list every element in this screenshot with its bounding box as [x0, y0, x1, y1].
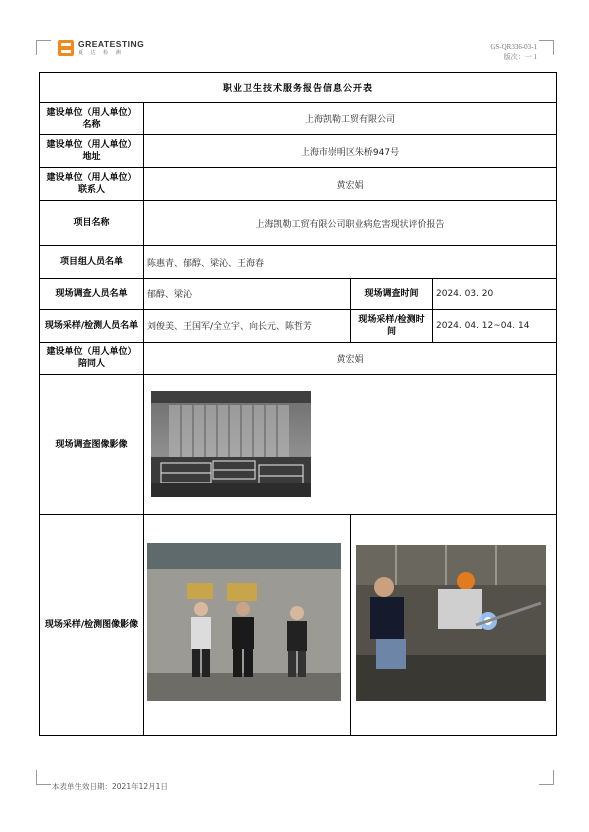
row-unit-contact — [40, 168, 557, 200]
crop-mark-bottom-left — [36, 770, 51, 785]
row-sampling — [40, 310, 557, 342]
label-project-name: 项目名称 — [40, 200, 144, 246]
value-survey-time: 2024. 03. 20 — [433, 278, 557, 309]
sampling-image-cell-2 — [351, 514, 557, 735]
logo-text: GREATESTING — [78, 39, 145, 50]
sampling-photo-team — [147, 543, 341, 701]
document-code: GS-QR336-03-1 — [490, 43, 537, 51]
label-sampling-time: 现场采样/检测时间 — [351, 310, 433, 342]
label-escort: 建设单位（用人单位）陪同人 — [40, 342, 144, 374]
label-survey-time: 现场调查时间 — [351, 278, 433, 309]
label-unit-contact: 建设单位（用人单位）联系人 — [40, 168, 144, 200]
row-escort — [40, 342, 557, 374]
value-unit-name: 上海凯勒工贸有限公司 — [144, 103, 557, 134]
document-version: 版次：一 1 — [503, 53, 537, 61]
row-project-name — [40, 200, 557, 246]
value-sampling-staff: 刘俊美、王国军/全立宇、向长元、陈哲芳 — [144, 310, 351, 342]
logo-subtext: 夏 达 检 测 — [78, 49, 124, 56]
value-unit-contact: 黄宏娟 — [144, 168, 557, 200]
disclosure-form-table — [39, 72, 557, 736]
label-unit-address: 建设单位（用人单位）地址 — [40, 134, 144, 167]
row-survey — [40, 278, 557, 309]
logo-icon — [58, 40, 74, 56]
row-survey-images — [40, 375, 557, 515]
row-unit-name — [40, 103, 557, 134]
label-team-members: 项目组人员名单 — [40, 246, 144, 278]
title-row — [40, 73, 557, 103]
label-survey-images: 现场调查图像影像 — [40, 375, 144, 515]
value-escort: 黄宏娟 — [144, 342, 557, 374]
company-logo — [58, 40, 144, 56]
label-survey-staff: 现场调查人员名单 — [40, 278, 144, 309]
crop-mark-top-right — [539, 40, 554, 55]
sampling-image-cell-1 — [144, 514, 351, 735]
value-survey-staff: 郁醇、梁沁 — [144, 278, 351, 309]
label-sampling-images: 现场采样/检测图像影像 — [40, 514, 144, 735]
value-unit-address: 上海市崇明区朱桥947号 — [144, 134, 557, 167]
label-unit-name: 建设单位（用人单位）名称 — [40, 103, 144, 134]
form-title: 职业卫生技术服务报告信息公开表 — [40, 73, 557, 103]
value-team-members: 陈惠青、郁醇、梁沁、王海春 — [144, 246, 557, 278]
crop-mark-top-left — [36, 40, 51, 55]
row-sampling-images — [40, 514, 557, 735]
survey-image-cell — [144, 375, 557, 515]
row-unit-address — [40, 134, 557, 167]
sampling-photo-welding — [356, 545, 546, 701]
footer-effective-date: 本表单生效日期：2021年12月1日 — [52, 782, 168, 791]
survey-photo-workshop — [151, 391, 311, 497]
value-sampling-time: 2024. 04. 12~04. 14 — [433, 310, 557, 342]
crop-mark-bottom-right — [539, 770, 554, 785]
row-team-members — [40, 246, 557, 278]
value-project-name: 上海凯勒工贸有限公司职业病危害现状评价报告 — [144, 200, 557, 246]
label-sampling-staff: 现场采样/检测人员名单 — [40, 310, 144, 342]
document-code-block — [490, 42, 537, 62]
